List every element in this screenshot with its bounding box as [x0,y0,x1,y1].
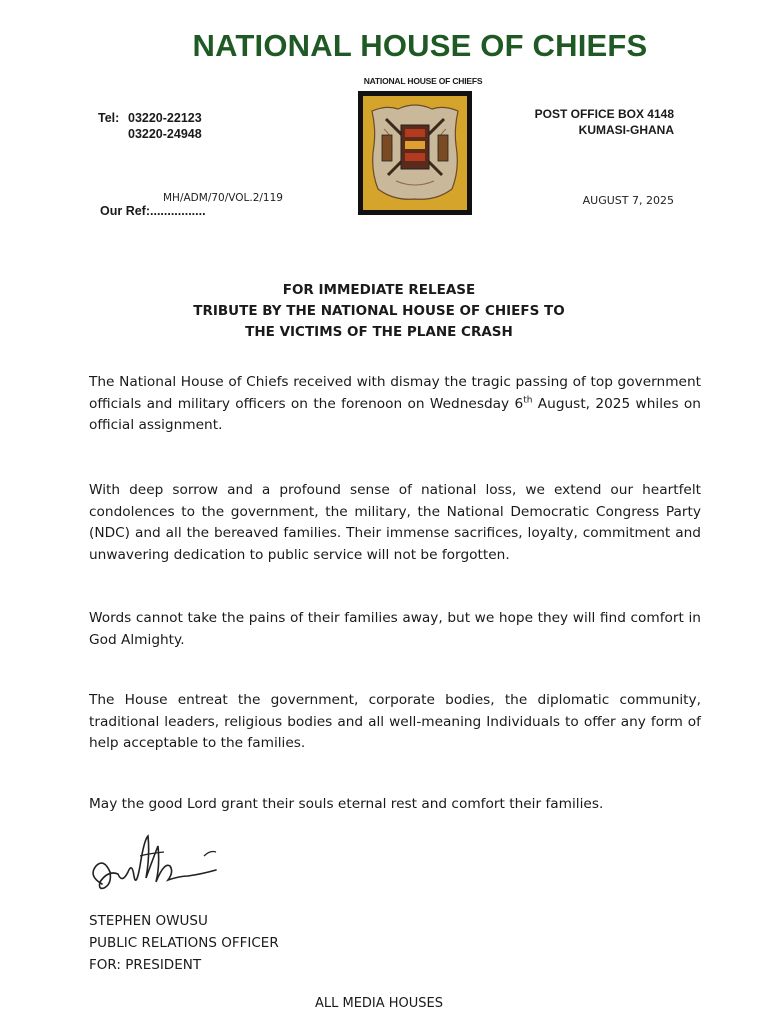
signatory-for: FOR: PRESIDENT [89,957,202,973]
release-date: AUGUST 7, 2025 [582,194,674,207]
emblem-caption: NATIONAL HOUSE OF CHIEFS [363,76,483,86]
paragraph-2: With deep sorrow and a profound sense of national loss, we extend our heartfelt condolences to the government, the military, the National Democratic Congress Party (NDC) and all the bereaved families. Their immense sacrifices, loyalty, commitment and unwavering dedication to public service will not be forgotten. [89,482,701,563]
paragraph-1-text-end: August, 2025 whiles on official assignment. [89,395,701,433]
tel-label: Tel: [98,111,120,125]
heading-line-2: TRIBUTE BY THE NATIONAL HOUSE OF CHIEFS TO [193,303,565,319]
heading-line-3: THE VICTIMS OF THE PLANE CRASH [245,324,513,340]
emblem-seal-icon [356,89,474,217]
paragraph-5: May the good Lord grant their souls eternal rest and comfort their families. [89,796,604,812]
paragraph-1-text: The National House of Chiefs received with dismay the tragic passing of top government officials and military officers on the forenoon on Wednesday 6 [89,374,701,412]
organization-title: NATIONAL HOUSE OF CHIEFS [192,28,648,63]
signatory-block [89,910,279,976]
tel-number-2: 03220-24948 [128,127,202,141]
tel-number-1: 03220-22123 [128,111,202,125]
city: KUMASI-GHANA [578,123,674,137]
paragraph-4: The House entreat the government, corporate bodies, the diplomatic community, traditional leaders, religious bodies and all well-meaning Individuals to offer any form of help acceptable to the families. [89,692,701,751]
signatory-title: PUBLIC RELATIONS OFFICER [89,935,279,951]
reference-number: MH/ADM/70/VOL.2/119 [163,192,283,204]
heading-line-1: FOR IMMEDIATE RELEASE [282,282,476,298]
paragraph-1 [89,372,701,437]
po-box: POST OFFICE BOX 4148 [534,107,674,121]
distribution-line: ALL MEDIA HOUSES [314,996,444,1011]
signature-icon [84,826,234,912]
ordinal-suffix: th [523,394,533,405]
telephone-block [98,110,202,142]
paragraph-3: Words cannot take the pains of their families away, but we hope they will find comfort in God Almighty. [89,610,701,648]
postal-address [535,106,674,138]
signatory-name: STEPHEN OWUSU [89,913,208,929]
reference-label: Our Ref:................ [100,204,206,218]
release-heading [0,280,758,343]
